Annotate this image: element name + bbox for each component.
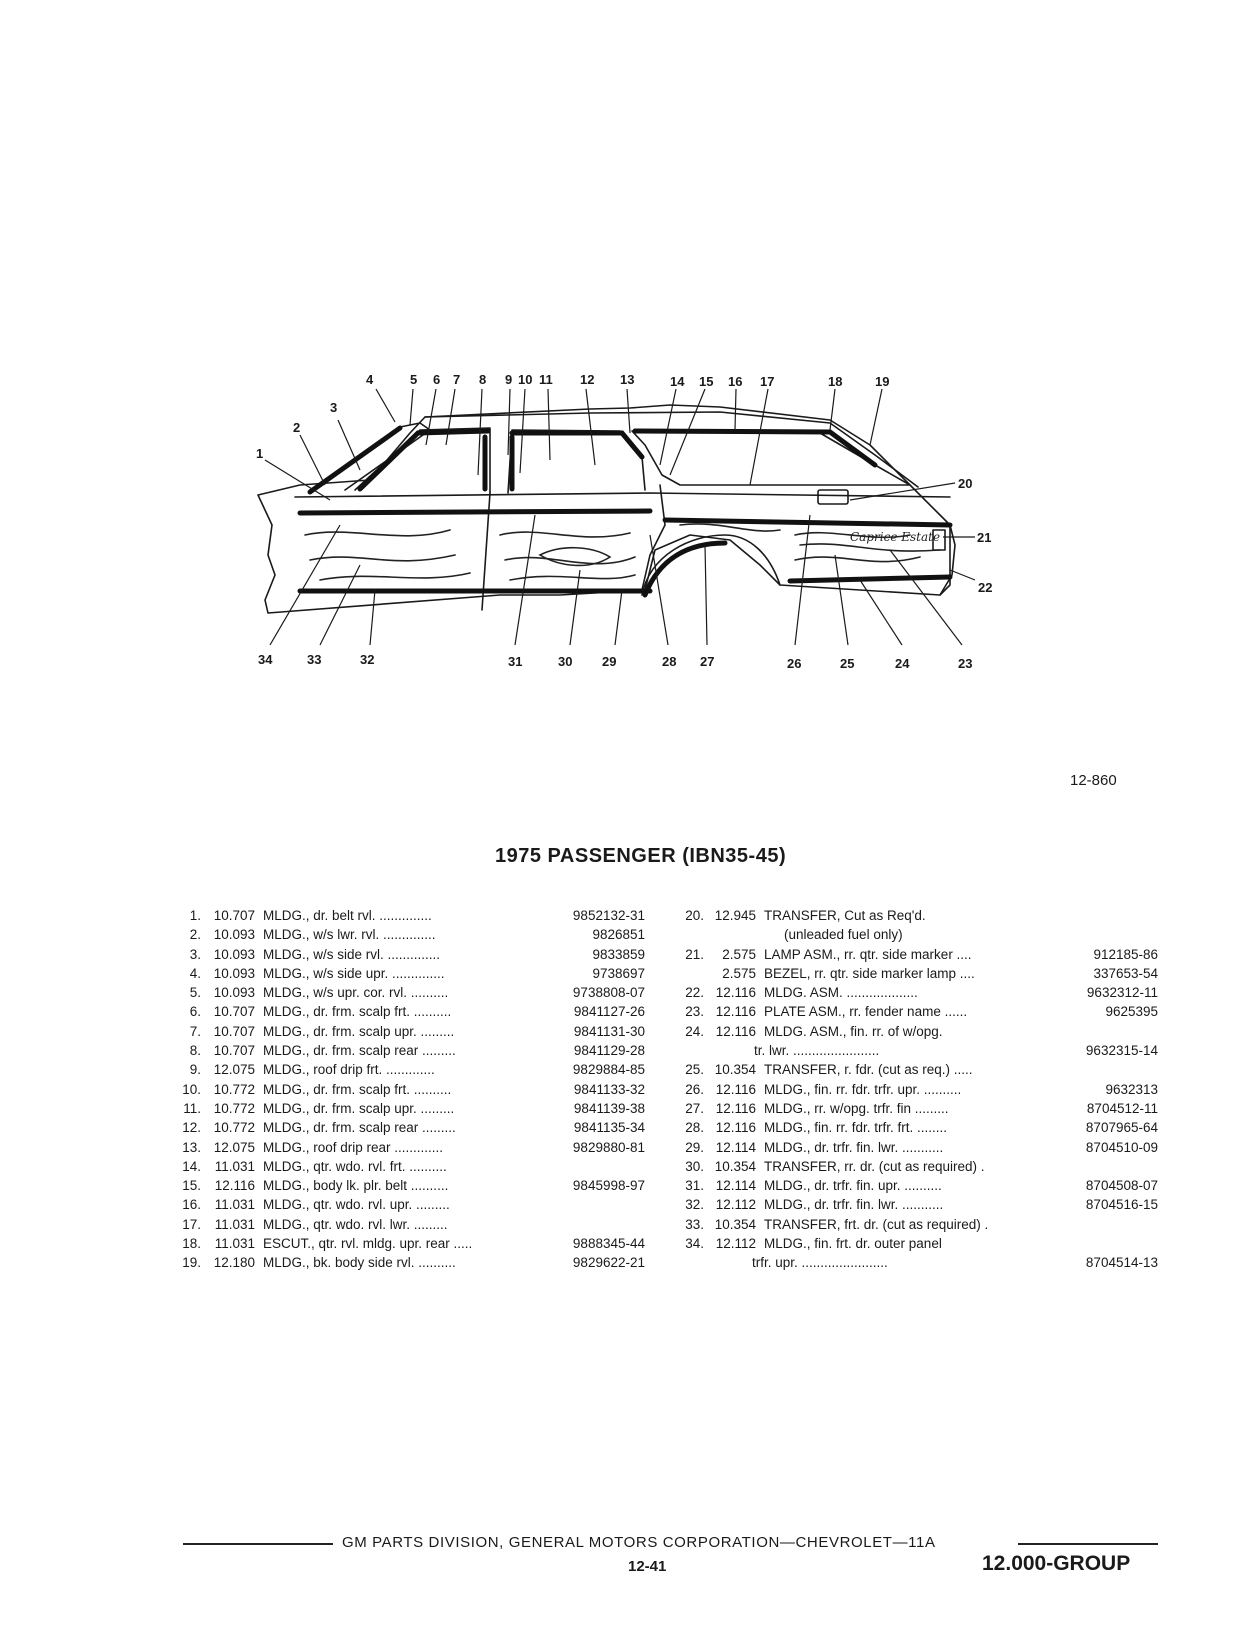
part-number-index: 26. <box>685 1081 704 1097</box>
callout-17: 17 <box>760 374 775 389</box>
group-number: 12.116 <box>715 1100 756 1116</box>
callout-26: 26 <box>787 656 802 671</box>
part-description: MLDG., roof drip frt. ............. <box>263 1062 435 1078</box>
part-row <box>680 1234 1158 1253</box>
part-number: 8704512-11 <box>1086 1100 1158 1116</box>
part-row <box>680 925 1158 944</box>
part-description: MLDG., qtr. wdo. rvl. upr. ......... <box>263 1197 450 1213</box>
part-description: TRANSFER, r. fdr. (cut as req.) ..... <box>764 1062 973 1078</box>
callout-20: 20 <box>958 476 973 491</box>
part-description: MLDG., dr. frm. scalp rear ......... <box>263 1043 456 1059</box>
part-row <box>680 964 1158 983</box>
part-number-index: 12. <box>182 1120 201 1136</box>
callout-25: 25 <box>840 656 855 671</box>
callout-28: 28 <box>662 654 677 669</box>
callout-7: 7 <box>453 372 461 387</box>
part-description: MLDG., w/s side rvl. .............. <box>263 946 441 962</box>
part-description: TRANSFER, rr. dr. (cut as required) . <box>764 1158 985 1174</box>
part-number: 8704508-07 <box>1085 1178 1158 1194</box>
part-number: 8704510-09 <box>1085 1139 1158 1155</box>
part-row <box>175 1253 645 1272</box>
group-number: 10.093 <box>213 946 255 962</box>
part-number: 9841139-38 <box>573 1100 645 1116</box>
group-number: 12.116 <box>214 1178 255 1194</box>
group-number: 12.180 <box>213 1255 255 1271</box>
part-description: MLDG., dr. trfr. fin. lwr. ........... <box>764 1197 944 1213</box>
group-number: 12.116 <box>715 985 756 1001</box>
footer-rule-left <box>183 1543 333 1545</box>
part-row <box>175 1041 645 1060</box>
part-number-index: 31. <box>685 1178 704 1194</box>
part-row <box>175 1022 645 1041</box>
part-description: MLDG., roof drip rear ............. <box>263 1139 444 1155</box>
part-description: MLDG., fin. rr. fdr. trfr. upr. .......... <box>764 1081 962 1097</box>
part-row <box>680 1253 1158 1272</box>
part-description: MLDG., bk. body side rvl. .......... <box>263 1255 456 1271</box>
callout-18: 18 <box>828 374 843 389</box>
part-number-index: 29. <box>685 1139 704 1155</box>
group-number: 12.075 <box>213 1139 255 1155</box>
part-row <box>680 1041 1158 1060</box>
part-row <box>175 1234 645 1253</box>
part-description: MLDG., fin. frt. dr. outer panel <box>764 1236 942 1252</box>
part-row <box>680 1195 1158 1214</box>
callout-27: 27 <box>700 654 715 669</box>
part-number-index: 7. <box>189 1023 201 1039</box>
part-row <box>175 1215 645 1234</box>
callout-23: 23 <box>958 656 973 671</box>
part-row <box>175 1060 645 1079</box>
part-number-index: 23. <box>685 1004 704 1020</box>
footer-group: 12.000-GROUP <box>982 1552 1131 1575</box>
part-number-index: 30. <box>685 1158 704 1174</box>
group-number: 2.575 <box>722 965 756 981</box>
part-row <box>680 1176 1158 1195</box>
part-row <box>680 1060 1158 1079</box>
callout-22: 22 <box>978 580 993 595</box>
part-description: PLATE ASM., rr. fender name ...... <box>764 1004 968 1020</box>
callout-13: 13 <box>620 372 635 387</box>
callout-33: 33 <box>307 652 322 667</box>
group-number: 10.707 <box>213 908 255 923</box>
part-row <box>680 1118 1158 1137</box>
group-number: 10.093 <box>213 965 255 981</box>
group-number: 10.707 <box>213 1004 255 1020</box>
part-number: 9841133-32 <box>573 1081 645 1097</box>
part-number-index: 22. <box>685 985 704 1001</box>
part-description: TRANSFER, Cut as Req'd. <box>764 908 926 923</box>
part-description: (unleaded fuel only) <box>784 927 903 943</box>
group-number: 10.772 <box>213 1100 255 1116</box>
part-description: MLDG., w/s lwr. rvl. .............. <box>263 927 436 943</box>
part-number-index: 28. <box>685 1120 704 1136</box>
callout-24: 24 <box>895 656 910 671</box>
group-number: 10.772 <box>213 1081 255 1097</box>
group-number: 12.116 <box>715 1120 756 1136</box>
figure-code: 12-860 <box>1070 772 1117 789</box>
part-row <box>175 945 645 964</box>
callout-21: 21 <box>977 530 992 545</box>
part-row <box>175 1118 645 1137</box>
callout-9: 9 <box>505 372 513 387</box>
caprice-estate-nameplate: Caprice Estate <box>850 530 941 544</box>
part-number: 9738697 <box>592 965 645 981</box>
callout-14: 14 <box>670 374 685 389</box>
part-number: 9829884-85 <box>572 1062 645 1078</box>
part-number: 9888345-44 <box>572 1236 645 1252</box>
part-number: 337653-54 <box>1093 965 1158 981</box>
part-row <box>175 906 645 925</box>
parts-list-left <box>175 906 645 1273</box>
part-description: MLDG. ASM., fin. rr. of w/opg. <box>764 1023 943 1039</box>
part-number: 9852132-31 <box>572 908 645 923</box>
part-number-index: 10. <box>182 1081 201 1097</box>
page-title: 1975 PASSENGER (IBN35-45) <box>495 845 787 867</box>
part-number-index: 8. <box>189 1043 201 1059</box>
part-description: MLDG., dr. frm. scalp frt. .......... <box>263 1004 452 1020</box>
group-number: 11.031 <box>214 1197 255 1213</box>
part-row <box>680 945 1158 964</box>
part-description: MLDG. ASM. ................... <box>764 985 918 1001</box>
part-row <box>175 925 645 944</box>
part-description: MLDG., qtr. wdo. rvl. lwr. ......... <box>263 1216 448 1232</box>
part-row <box>175 1157 645 1176</box>
part-row <box>680 1157 1158 1176</box>
callout-15: 15 <box>699 374 714 389</box>
part-description: tr. lwr. ....................... <box>754 1043 880 1059</box>
part-number: 8704514-13 <box>1085 1255 1158 1271</box>
group-number: 12.116 <box>715 1023 756 1039</box>
callout-8: 8 <box>479 372 487 387</box>
group-number: 10.093 <box>213 985 255 1001</box>
callout-11: 11 <box>539 372 553 387</box>
group-number: 12.114 <box>715 1139 756 1155</box>
part-number: 9841135-34 <box>573 1120 645 1136</box>
group-number: 11.031 <box>214 1236 255 1252</box>
part-description: MLDG., qtr. wdo. rvl. frt. .......... <box>263 1158 447 1174</box>
part-description: TRANSFER, frt. dr. (cut as required) . <box>764 1216 989 1232</box>
group-number: 12.112 <box>715 1236 756 1252</box>
part-description: MLDG., dr. belt rvl. .............. <box>263 908 432 923</box>
group-number: 12.945 <box>714 908 756 923</box>
group-number: 12.116 <box>715 1004 756 1020</box>
part-row <box>175 964 645 983</box>
part-description: MLDG., dr. trfr. fin. upr. .......... <box>764 1178 942 1194</box>
group-number: 11.031 <box>214 1216 255 1232</box>
group-number: 12.112 <box>715 1197 756 1213</box>
part-number: 9632312-11 <box>1086 985 1158 1001</box>
part-row <box>680 1022 1158 1041</box>
callout-19: 19 <box>875 374 890 389</box>
footer-page-number: 12-41 <box>628 1558 667 1575</box>
part-row <box>680 1099 1158 1118</box>
part-number: 9632315-14 <box>1085 1043 1158 1059</box>
part-row <box>680 983 1158 1002</box>
part-number: 9829880-81 <box>572 1139 645 1155</box>
part-number-index: 34. <box>685 1236 704 1252</box>
part-number: 9625395 <box>1105 1004 1158 1020</box>
part-description: MLDG., dr. frm. scalp rear ......... <box>263 1120 456 1136</box>
part-description: MLDG., rr. w/opg. trfr. fin ......... <box>764 1100 949 1116</box>
part-number: 912185-86 <box>1093 946 1158 962</box>
callout-6: 6 <box>433 372 441 387</box>
part-row <box>175 1080 645 1099</box>
part-number-index: 24. <box>685 1023 704 1039</box>
part-row <box>680 906 1158 925</box>
group-number: 10.772 <box>213 1120 255 1136</box>
part-number: 9833859 <box>592 946 645 962</box>
footer-rule-right <box>1018 1543 1158 1545</box>
parts-list-right <box>680 906 1158 1273</box>
part-number-index: 14. <box>182 1158 201 1174</box>
part-number-index: 1. <box>189 908 201 923</box>
callout-32: 32 <box>360 652 375 667</box>
part-description: MLDG., w/s side upr. .............. <box>263 965 445 981</box>
group-number: 12.075 <box>213 1062 255 1078</box>
part-number-index: 25. <box>685 1062 704 1078</box>
callout-16: 16 <box>728 374 743 389</box>
part-row <box>175 1138 645 1157</box>
part-row <box>175 1176 645 1195</box>
group-number: 11.031 <box>214 1158 255 1174</box>
part-description: MLDG., dr. frm. scalp upr. ......... <box>263 1023 455 1039</box>
part-description: BEZEL, rr. qtr. side marker lamp .... <box>764 965 975 981</box>
part-number-index: 15. <box>182 1178 201 1194</box>
part-number-index: 5. <box>189 985 201 1001</box>
part-number-index: 27. <box>685 1100 704 1116</box>
callout-2: 2 <box>293 420 301 435</box>
part-number: 9632313 <box>1105 1081 1158 1097</box>
part-description: MLDG., dr. frm. scalp frt. .......... <box>263 1081 452 1097</box>
part-number-index: 4. <box>189 965 201 981</box>
part-description: trfr. upr. ....................... <box>752 1255 888 1271</box>
callout-5: 5 <box>410 372 418 387</box>
part-description: MLDG., fin. rr. fdr. trfr. frt. ........ <box>764 1120 948 1136</box>
part-number-index: 2. <box>189 927 201 943</box>
group-number: 12.114 <box>715 1178 756 1194</box>
part-number-index: 9. <box>189 1062 201 1078</box>
part-number: 8707965-64 <box>1085 1120 1158 1136</box>
part-description: MLDG., w/s upr. cor. rvl. .......... <box>263 985 449 1001</box>
part-description: MLDG., dr. frm. scalp upr. ......... <box>263 1100 455 1116</box>
part-number: 9826851 <box>592 927 645 943</box>
group-number: 10.707 <box>213 1043 255 1059</box>
part-number-index: 3. <box>189 946 201 962</box>
footer-division: GM PARTS DIVISION, GENERAL MOTORS CORPORATION—CHEVROLET—11A <box>342 1534 936 1551</box>
part-number-index: 6. <box>189 1004 201 1020</box>
group-number: 12.116 <box>715 1081 756 1097</box>
part-row <box>680 1215 1158 1234</box>
part-number: 9841131-30 <box>573 1023 645 1039</box>
part-number: 9845998-97 <box>572 1178 645 1194</box>
group-number: 10.354 <box>714 1158 756 1174</box>
callout-1: 1 <box>256 446 264 461</box>
part-row <box>680 1002 1158 1021</box>
part-number: 9841129-28 <box>573 1043 645 1059</box>
part-description: MLDG., dr. trfr. fin. lwr. ........... <box>764 1139 944 1155</box>
callout-30: 30 <box>558 654 573 669</box>
part-row <box>175 983 645 1002</box>
callout-29: 29 <box>602 654 617 669</box>
part-number-index: 16. <box>182 1197 201 1213</box>
callout-12: 12 <box>580 372 595 387</box>
station-wagon-diagram <box>250 372 1040 715</box>
part-number-index: 18. <box>182 1236 201 1252</box>
group-number: 10.354 <box>714 1216 756 1232</box>
part-number-index: 20. <box>685 908 704 923</box>
part-row <box>680 1138 1158 1157</box>
part-description: LAMP ASM., rr. qtr. side marker .... <box>764 946 972 962</box>
part-description: MLDG., body lk. plr. belt .......... <box>263 1178 449 1194</box>
group-number: 2.575 <box>722 946 756 962</box>
part-row <box>680 1080 1158 1099</box>
part-row <box>175 1002 645 1021</box>
group-number: 10.093 <box>213 927 255 943</box>
part-number: 9738808-07 <box>572 985 645 1001</box>
part-number: 9841127-26 <box>573 1004 645 1020</box>
group-number: 10.354 <box>714 1062 756 1078</box>
part-number-index: 19. <box>182 1255 201 1271</box>
callout-4: 4 <box>366 372 374 387</box>
part-number-index: 11. <box>183 1100 201 1116</box>
part-number-index: 21. <box>685 946 704 962</box>
part-number-index: 17. <box>182 1216 201 1232</box>
part-number-index: 33. <box>685 1216 704 1232</box>
part-number-index: 32. <box>685 1197 704 1213</box>
part-number: 8704516-15 <box>1085 1197 1158 1213</box>
part-row <box>175 1099 645 1118</box>
callout-34: 34 <box>258 652 273 667</box>
callout-3: 3 <box>330 400 338 415</box>
part-number: 9829622-21 <box>572 1255 645 1271</box>
part-description: ESCUT., qtr. rvl. mldg. upr. rear ..... <box>263 1236 473 1252</box>
group-number: 10.707 <box>213 1023 255 1039</box>
callout-10: 10 <box>518 372 533 387</box>
callout-31: 31 <box>508 654 523 669</box>
part-number-index: 13. <box>182 1139 201 1155</box>
part-row <box>175 1195 645 1214</box>
